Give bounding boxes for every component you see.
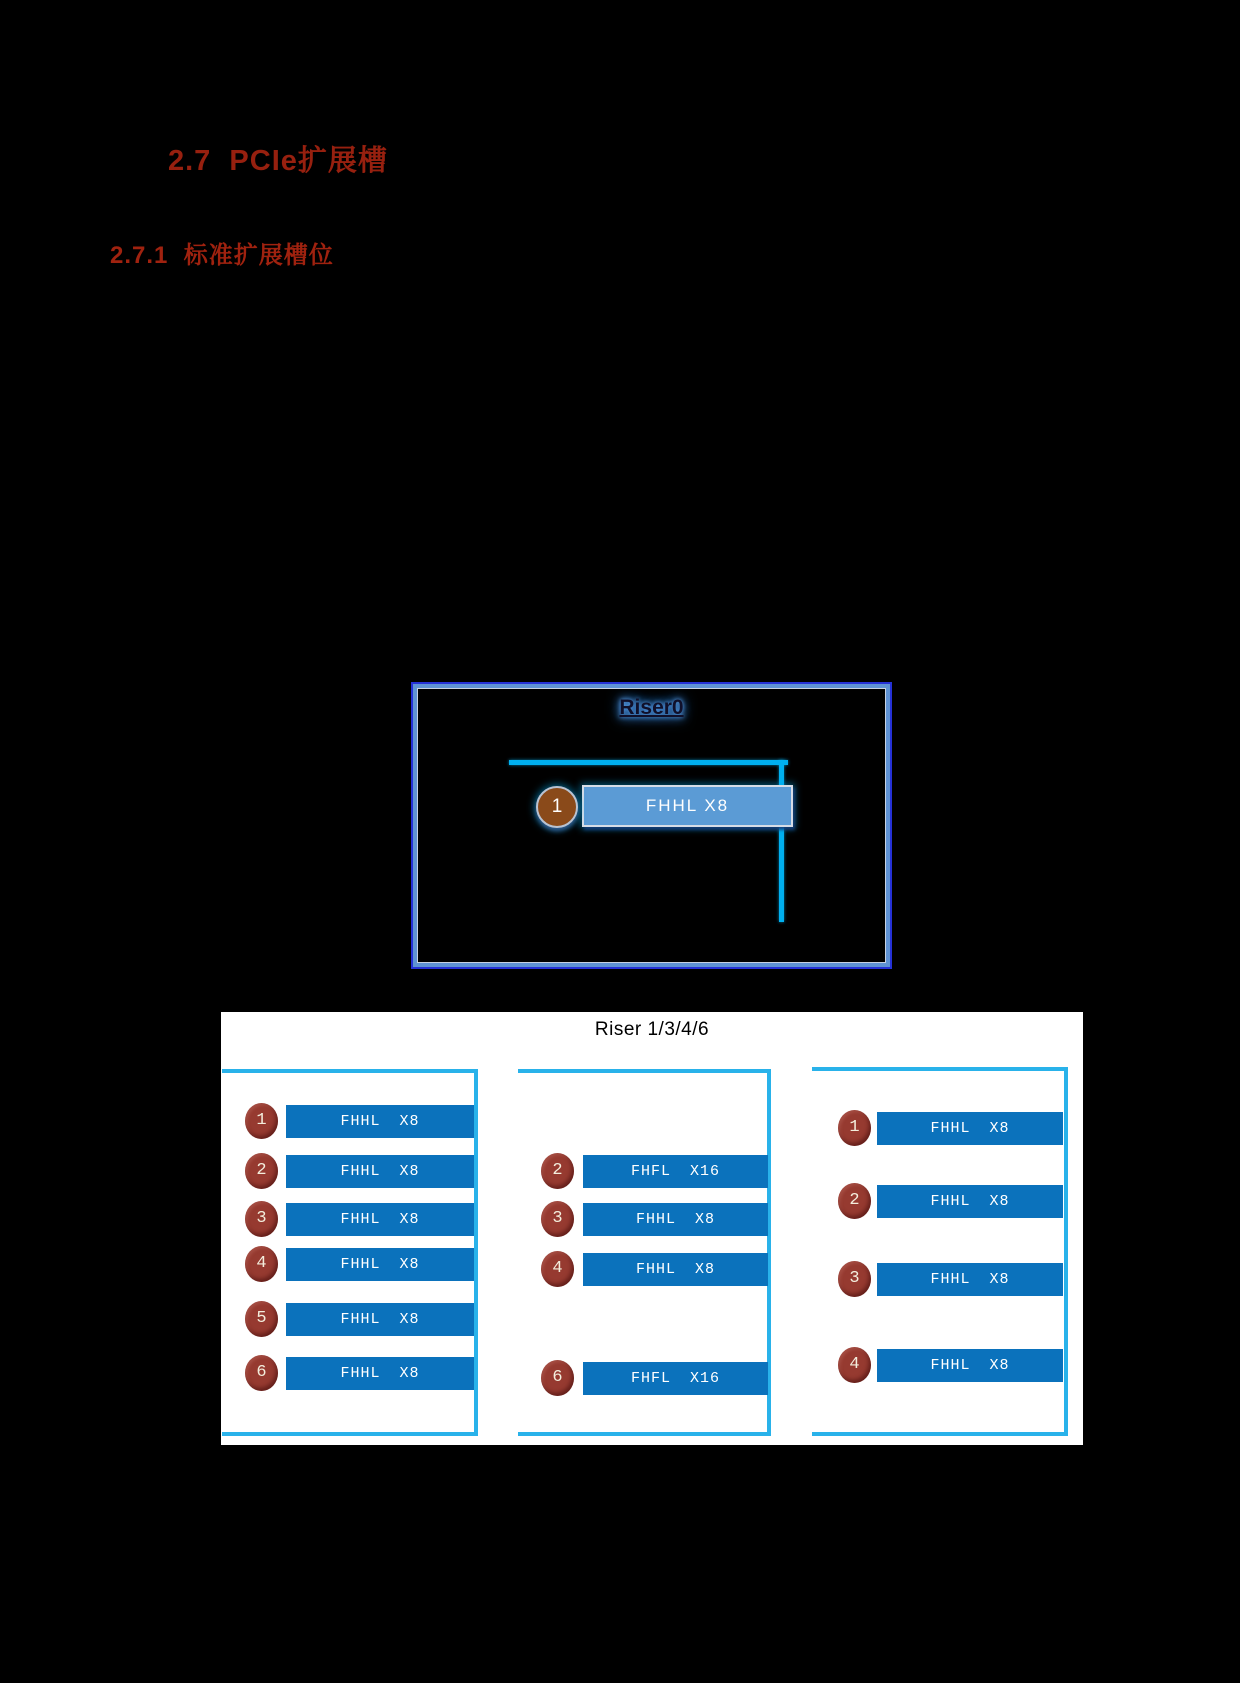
slot-number-badge: 2 xyxy=(838,1183,871,1219)
slot-number-badge: 1 xyxy=(838,1110,871,1146)
slot-box: FHHL X8 xyxy=(286,1357,474,1390)
slot-box: FHHL X8 xyxy=(877,1263,1063,1296)
slot-number-badge: 4 xyxy=(245,1246,278,1282)
slot-number-badge: 2 xyxy=(245,1153,278,1189)
slot-box: FHHL X8 xyxy=(286,1248,474,1281)
slot-number-badge: 1 xyxy=(536,786,578,828)
section-heading: 2.7 PCIe扩展槽 xyxy=(168,145,388,177)
slot-number-badge: 1 xyxy=(245,1103,278,1139)
slot-number-badge: 3 xyxy=(541,1201,574,1237)
connector-line-horizontal xyxy=(509,760,788,765)
slot-number-badge: 2 xyxy=(541,1153,574,1189)
slot-box: FHHL X8 xyxy=(877,1185,1063,1218)
slot-box: FHHL X8 xyxy=(583,1253,768,1286)
slot-box: FHFL X16 xyxy=(583,1155,768,1188)
slot-box: FHHL X8 xyxy=(286,1203,474,1236)
slot-box: FHHL X8 xyxy=(286,1155,474,1188)
slot-box: FHHL X8 xyxy=(877,1112,1063,1145)
slot-box: FHHL X8 xyxy=(286,1303,474,1336)
slot-number-badge: 4 xyxy=(838,1347,871,1383)
slot-box: FHHL X8 xyxy=(583,1203,768,1236)
slot-number-badge: 3 xyxy=(245,1201,278,1237)
riser0-figure xyxy=(413,684,890,967)
riser-1346-figure xyxy=(221,1012,1083,1445)
slot-number-badge: 6 xyxy=(541,1360,574,1396)
slot-number-badge: 5 xyxy=(245,1301,278,1337)
slot-number-badge: 4 xyxy=(541,1251,574,1287)
slot-box: FHHL X8 xyxy=(286,1105,474,1138)
subsection-heading: 2.7.1 标准扩展槽位 xyxy=(110,242,334,269)
slot-number-badge: 6 xyxy=(245,1355,278,1391)
slot-box: FHHL X8 xyxy=(582,785,793,827)
riser-1346-title: Riser 1/3/4/6 xyxy=(594,1019,710,1040)
riser0-title: Riser0 xyxy=(619,696,684,719)
slot-number-badge: 3 xyxy=(838,1261,871,1297)
slot-box: FHFL X16 xyxy=(583,1362,768,1395)
slot-box: FHHL X8 xyxy=(877,1349,1063,1382)
